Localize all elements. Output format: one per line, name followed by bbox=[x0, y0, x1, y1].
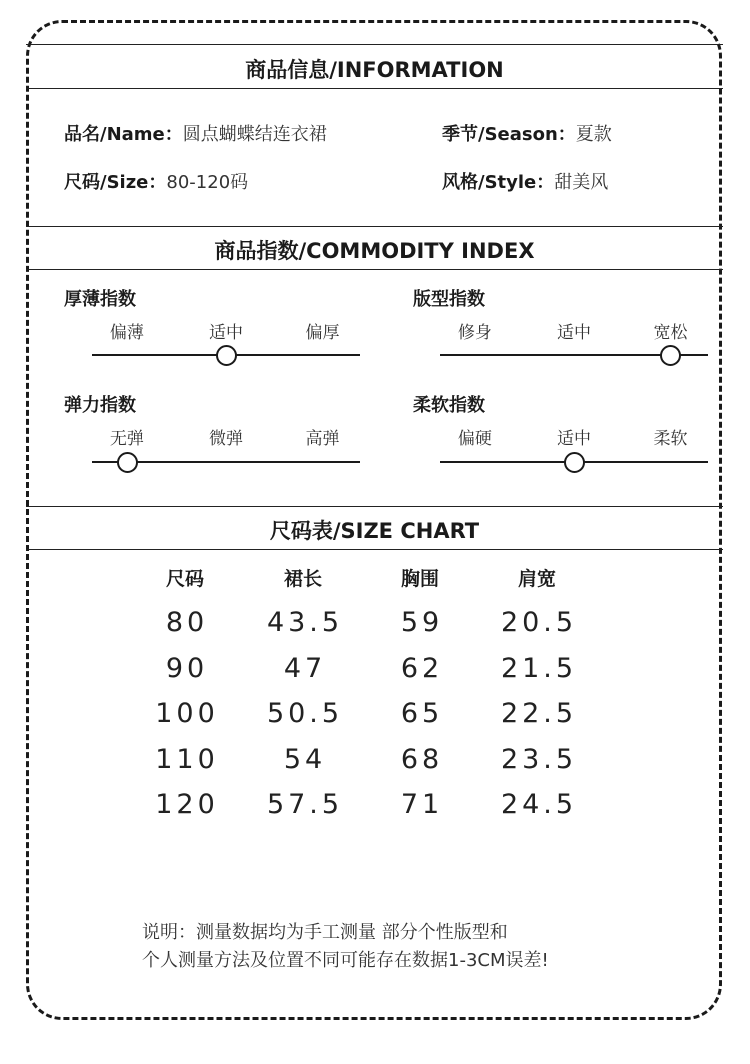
divider bbox=[26, 549, 723, 550]
product-name-row bbox=[64, 120, 327, 146]
note-line-1: 说明：测量数据均为手工测量 部分个性版型和 bbox=[142, 922, 508, 943]
style-row bbox=[442, 168, 608, 194]
size-chart-cell: 59 bbox=[400, 607, 444, 638]
index-option-label: 适中 bbox=[557, 323, 591, 343]
size-chart-cell: 80 bbox=[165, 607, 209, 638]
index-option-label: 高弹 bbox=[305, 429, 340, 449]
size-chart-header: 肩宽 bbox=[517, 568, 556, 590]
information-title: 商品信息/INFORMATION bbox=[245, 58, 504, 82]
name-label: 品名/Name： bbox=[64, 124, 183, 145]
divider bbox=[26, 88, 723, 89]
size-chart-cell: 50.5 bbox=[266, 698, 344, 729]
size-label: 尺码/Size： bbox=[64, 172, 167, 193]
divider bbox=[26, 44, 723, 45]
name-value: 圆点蝴蝶结连衣裙 bbox=[182, 124, 327, 145]
size-chart-cell: 68 bbox=[400, 743, 444, 775]
size-chart-cell: 110 bbox=[155, 743, 219, 775]
index-option-label: 适中 bbox=[557, 429, 591, 449]
index-indicator-dot bbox=[216, 345, 237, 366]
divider bbox=[26, 269, 723, 270]
index-title: 厚薄指数 bbox=[64, 289, 136, 310]
size-chart-cell: 54 bbox=[283, 743, 327, 775]
size-chart-cell: 100 bbox=[155, 698, 219, 729]
commodity-index-title: 商品指数/COMMODITY INDEX bbox=[214, 239, 535, 263]
size-value: 80-120码 bbox=[166, 172, 249, 193]
size-chart-cell: 90 bbox=[165, 652, 209, 684]
size-chart-cell: 71 bbox=[400, 789, 444, 820]
index-option-label: 微弹 bbox=[209, 429, 243, 449]
index-option-label: 无弹 bbox=[109, 429, 144, 449]
index-option-label: 柔软 bbox=[653, 429, 688, 449]
size-chart-header: 尺码 bbox=[165, 568, 204, 590]
size-chart-cell: 22.5 bbox=[500, 698, 578, 729]
index-indicator-dot bbox=[564, 452, 585, 473]
size-chart-cell: 57.5 bbox=[266, 789, 344, 820]
index-option-label: 宽松 bbox=[653, 323, 688, 343]
size-chart-cell: 21.5 bbox=[500, 652, 578, 684]
divider bbox=[26, 226, 723, 227]
index-option-label: 修身 bbox=[457, 323, 492, 343]
style-value: 甜美风 bbox=[554, 172, 609, 193]
index-title: 柔软指数 bbox=[413, 395, 485, 416]
size-chart-cell: 24.5 bbox=[500, 789, 578, 820]
season-label: 季节/Season： bbox=[442, 124, 576, 145]
note-line-2: 个人测量方法及位置不同可能存在数据1-3CM误差! bbox=[142, 950, 549, 971]
index-option-label: 偏厚 bbox=[305, 323, 340, 343]
size-chart-header: 裙长 bbox=[283, 568, 322, 590]
size-chart-cell: 62 bbox=[400, 652, 444, 684]
size-chart-cell: 20.5 bbox=[500, 607, 578, 638]
index-option-label: 偏硬 bbox=[457, 429, 492, 449]
index-title: 版型指数 bbox=[413, 289, 485, 310]
season-row bbox=[442, 120, 612, 146]
index-option-label: 适中 bbox=[209, 323, 243, 343]
index-indicator-dot bbox=[117, 452, 138, 473]
size-chart-cell: 23.5 bbox=[500, 743, 578, 775]
index-option-label: 偏薄 bbox=[109, 323, 144, 343]
size-chart-cell: 65 bbox=[400, 698, 444, 729]
size-chart-cell: 47 bbox=[283, 652, 327, 684]
size-chart-cell: 43.5 bbox=[266, 607, 344, 638]
size-row bbox=[64, 168, 248, 194]
index-title: 弹力指数 bbox=[64, 395, 136, 416]
size-chart-header: 胸围 bbox=[400, 568, 439, 590]
divider bbox=[26, 506, 723, 507]
style-label: 风格/Style： bbox=[442, 172, 555, 193]
season-value: 夏款 bbox=[575, 124, 612, 145]
size-chart-cell: 120 bbox=[155, 789, 219, 820]
size-chart-title: 尺码表/SIZE CHART bbox=[269, 519, 480, 543]
